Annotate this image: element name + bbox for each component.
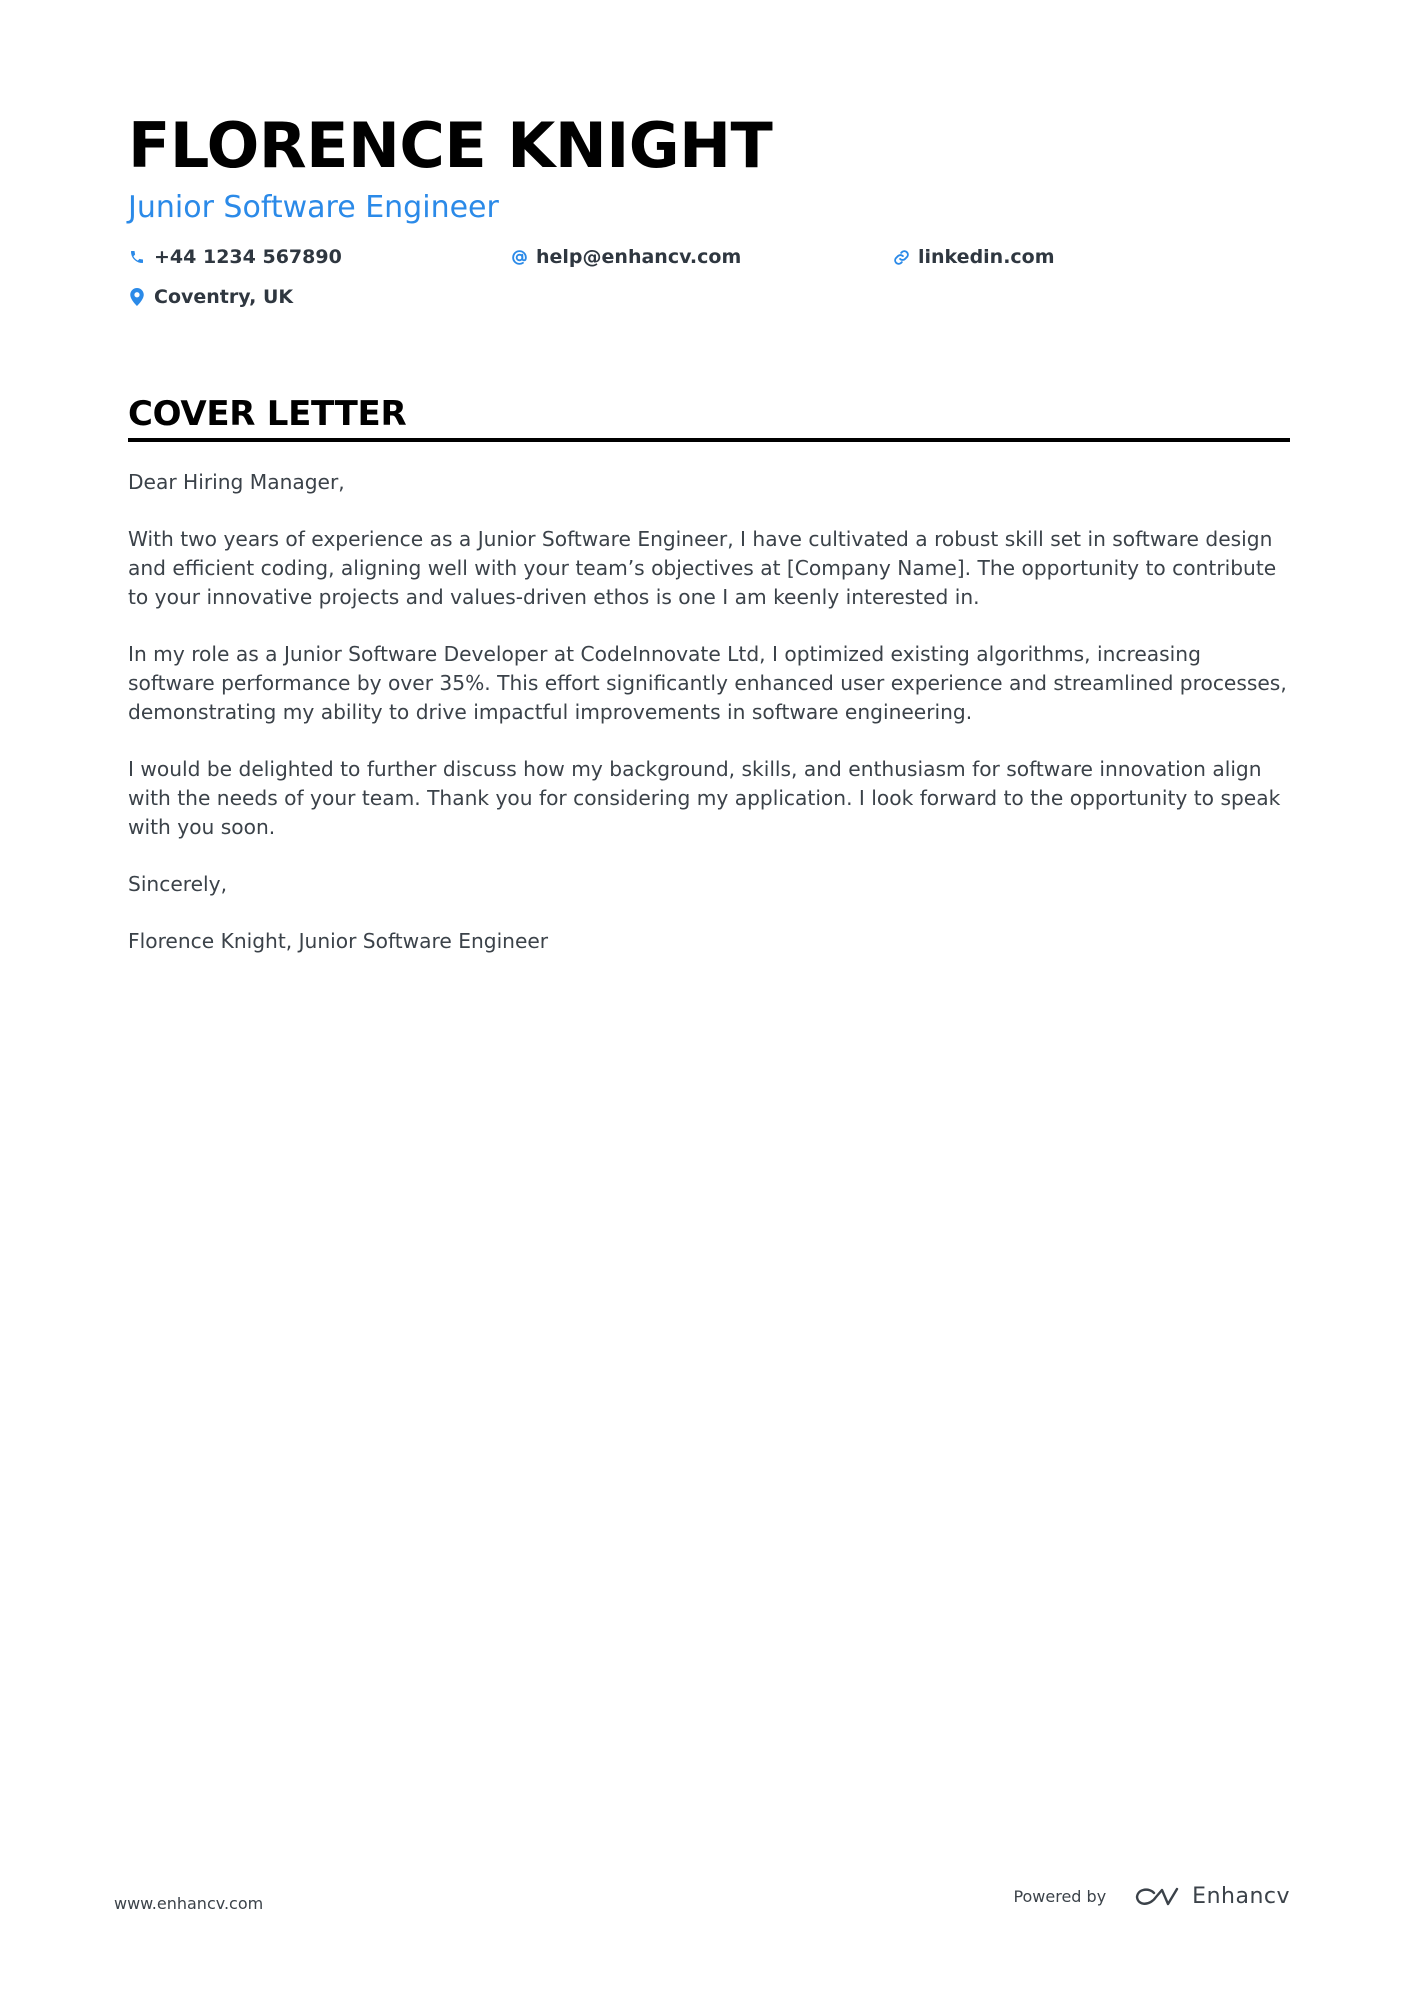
enhancv-logo-icon [1134,1885,1180,1909]
contact-email[interactable] [510,242,741,272]
cover-letter-section [128,392,1290,984]
header [128,108,1288,322]
candidate-name: FLORENCE KNIGHT [128,109,773,182]
powered-by-label: Powered by [1013,1887,1107,1906]
footer-website[interactable]: www.enhancv.com [114,1894,264,1913]
footer-branding[interactable] [1013,1884,1290,1909]
email-text: help@enhancv.com [536,246,742,268]
location-text: Coventry, UK [154,286,294,308]
link-text: linkedin.com [918,246,1055,268]
letter-paragraph-3: I would be delighted to further discuss how my background, skills, and enthusiasm for software innovation align with the needs of your team. Thank you for considering my application. I look forward to the opportunity to speak with you soon. [128,757,1281,839]
phone-icon [128,248,146,266]
contact-link[interactable] [892,242,1055,272]
location-pin-icon [128,288,146,306]
contact-location [128,282,293,312]
letter-greeting: Dear Hiring Manager, [128,470,345,494]
letter-body [128,468,1290,956]
letter-signature: Florence Knight, Junior Software Engineer [128,929,549,953]
letter-paragraph-1: With two years of experience as a Junior Software Engineer, I have cultivated a robust skill set in software design and efficient coding, aligning well with your team’s objectives at [Company Name]. The opportunity to contribute to your innovative projects and values-driven ethos is one I am keenly interested in. [128,527,1277,609]
at-icon [510,248,528,266]
section-divider [128,438,1290,442]
contact-info [128,242,1288,322]
phone-text: +44 1234 567890 [154,246,342,268]
contact-phone [128,242,342,272]
candidate-role: Junior Software Engineer [128,190,499,225]
letter-paragraph-2: In my role as a Junior Software Developer at CodeInnovate Ltd, I optimized existing algorithms, increasing software performance by over 35%. This effort significantly enhanced user experience and streamlined processes, demonstrating my ability to drive impactful improvements in software engineering. [128,642,1287,724]
brand-name: Enhancv [1192,1884,1290,1909]
link-icon [892,248,910,266]
letter-closing: Sincerely, [128,872,227,896]
section-title: COVER LETTER [128,394,407,434]
